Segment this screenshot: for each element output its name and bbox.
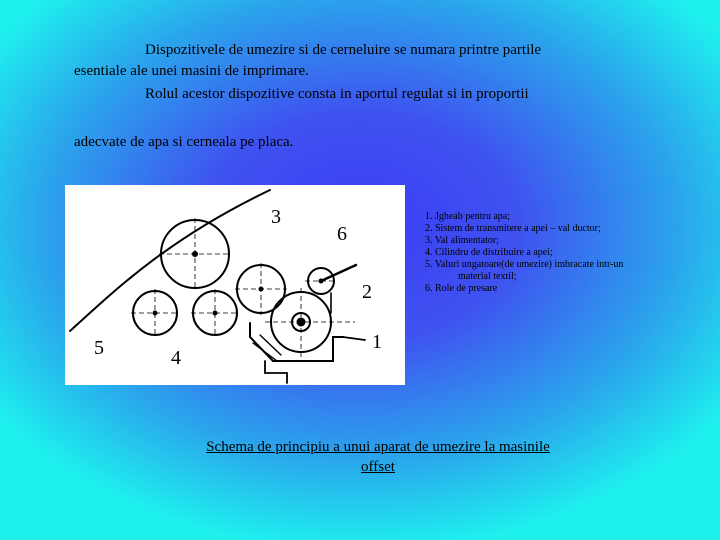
legend-item: 2. Sistem de transmitere a apei – val ductor; — [425, 223, 601, 234]
trough-support — [265, 361, 287, 383]
label-4: 4 — [171, 347, 181, 369]
diagram-legend — [425, 211, 685, 295]
legend-item-continuation: material textil; — [458, 271, 517, 282]
label-1: 1 — [372, 331, 382, 353]
legend-item: 5. Valuri ungatoare(de umezire) imbracate intr-un — [425, 259, 624, 270]
caption-line-2: offset — [361, 459, 395, 475]
pressure-arm — [321, 265, 356, 281]
legend-item: 6. Role de presare — [425, 283, 498, 294]
paragraph-line-1: Dispozitivele de umezire si de cerneluire se numara printre partile — [145, 42, 542, 58]
legend-item: 1. Jgheab pentru apa; — [425, 211, 510, 222]
label-5: 5 — [94, 337, 104, 359]
legend-item: 3. Val alimentator; — [425, 235, 499, 246]
label-6: 6 — [337, 223, 347, 245]
legend-item: 4. Cilindru de distribuire a apei; — [425, 247, 553, 258]
paragraph-line-4: adecvate de apa si cerneala pe placa. — [74, 134, 294, 150]
dampening-system-diagram — [65, 185, 405, 385]
paragraph-line-2: esentiale ale unei masini de imprimare. — [74, 63, 309, 79]
figure-caption — [150, 437, 606, 477]
label-3: 3 — [271, 206, 281, 228]
diagram-drawing — [65, 185, 405, 385]
label-2: 2 — [362, 281, 372, 303]
plate-cylinder-arc — [70, 190, 270, 331]
caption-line-1: Schema de principiu a unui aparat de umezire la masinile — [206, 439, 550, 455]
paragraph-line-3: Rolul acestor dispozitive consta in aportul regulat si in proportii — [145, 86, 529, 102]
